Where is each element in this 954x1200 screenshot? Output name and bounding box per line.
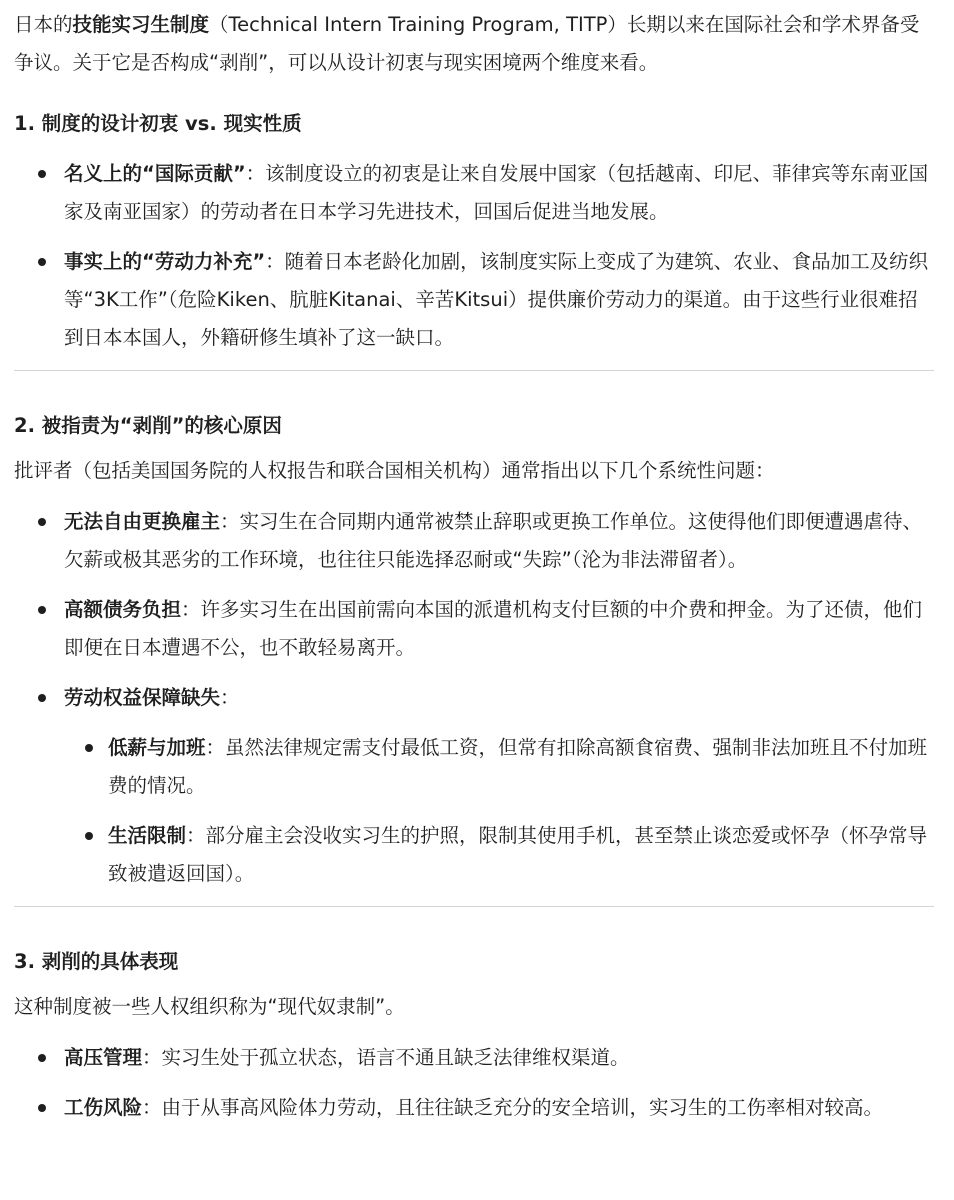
section-3-list (14, 1039, 934, 1127)
nested-list-item (64, 729, 934, 805)
nested-list (64, 729, 934, 893)
list-item-bold: 无法自由更换雇主 (64, 510, 221, 533)
list-item-text: ：实习生处于孤立状态，语言不通且缺乏法律维权渠道。 (142, 1046, 630, 1069)
list-item-text: ：许多实习生在出国前需向本国的派遣机构支付巨额的中介费和押金。为了还债，他们即便在日本遭遇不公，也不敢轻易离开。 (64, 598, 923, 659)
list-item-bold: 高压管理 (64, 1046, 143, 1069)
nested-list-item-bold: 生活限制 (108, 824, 187, 847)
list-item (14, 155, 934, 231)
list-item-bold: 名义上的“国际贡献” (64, 162, 246, 185)
intro-paragraph (14, 6, 934, 82)
list-item-text: ：实习生在合同期内通常被禁止辞职或更换工作单位。这使得他们即便遭遇虐待、欠薪或极其恶劣的工作环境，也往往只能选择忍耐或“失踪”（沦为非法滞留者）。 (64, 510, 923, 571)
list-item-bold: 事实上的“劳动力补充” (64, 250, 266, 273)
section-2-list (14, 503, 934, 893)
section-2-title: 2. 被指责为“剥削”的核心原因 (14, 414, 282, 437)
nested-list-item-bold: 低薪与加班 (108, 736, 206, 759)
section-1-list (14, 155, 934, 357)
list-item (14, 679, 934, 893)
list-item-text: ： (220, 686, 240, 709)
list-item-bold: 工伤风险 (64, 1096, 143, 1119)
nested-list-item (64, 817, 934, 893)
list-item-text: ：由于从事高风险体力劳动，且往往缺乏充分的安全培训，实习生的工伤率相对较高。 (142, 1096, 884, 1119)
list-item-bold: 劳动权益保障缺失 (64, 686, 221, 709)
section-divider (14, 906, 934, 907)
nested-list-item-text: ：部分雇主会没收实习生的护照，限制其使用手机，甚至禁止谈恋爱或怀孕（怀孕常导致被遣返回国）。 (108, 824, 928, 885)
list-item-text: ：随着日本老龄化加剧，该制度实际上变成了为建筑、农业、食品加工及纺织等“3K工作”（危险Kiken、肮脏Kitanai、辛苦Kitsui）提供廉价劳动力的渠道。由于这些行业很难招到日本本国人，外籍研修生填补了这一缺口。 (64, 250, 929, 349)
list-item (14, 503, 934, 579)
list-item-bold: 高额债务负担 (64, 598, 182, 621)
section-2-lead: 批评者（包括美国国务院的人权报告和联合国相关机构）通常指出以下几个系统性问题： (14, 459, 775, 482)
nested-list-item-text: ：虽然法律规定需支付最低工资，但常有扣除高额食宿费、强制非法加班且不付加班费的情况。 (108, 736, 928, 797)
intro-post: （Technical Intern Training Program, TITP）长期以来在国际社会和学术界备受争议。关于它是否构成“剥削”，可以从设计初衷与现实困境两个维度来看。 (14, 13, 920, 74)
section-1-title: 1. 制度的设计初衷 vs. 现实性质 (14, 112, 302, 135)
section-divider (14, 370, 934, 371)
list-item (14, 591, 934, 667)
intro-pre: 日本的 (14, 13, 73, 36)
list-item (14, 1039, 934, 1077)
list-item (14, 243, 934, 357)
intro-bold-term: 技能实习生制度 (72, 13, 210, 36)
list-item-text: ：该制度设立的初衷是让来自发展中国家（包括越南、印尼、菲律宾等东南亚国家及南亚国家）的劳动者在日本学习先进技术，回国后促进当地发展。 (64, 162, 929, 223)
section-3-title: 3. 剥削的具体表现 (14, 950, 179, 973)
list-item (14, 1089, 934, 1127)
section-3-lead: 这种制度被一些人权组织称为“现代奴隶制”。 (14, 995, 405, 1018)
